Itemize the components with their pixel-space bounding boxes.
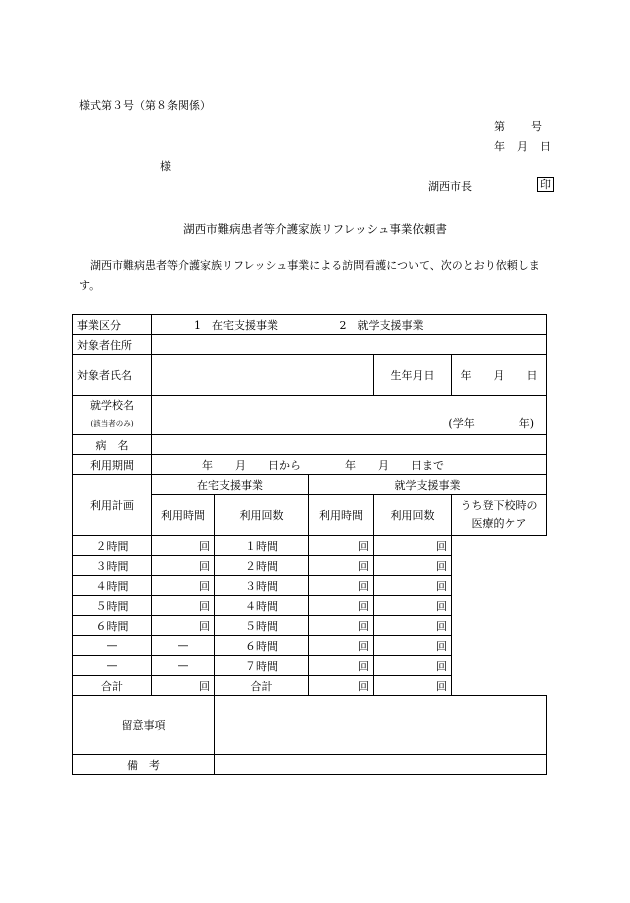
- period-row: [73, 455, 547, 475]
- remarks-label: 備 考: [73, 755, 215, 775]
- school-care-cell[interactable]: 回: [374, 556, 452, 576]
- home-time-cell: ６時間: [73, 616, 152, 636]
- notes-label: 留意事項: [73, 696, 215, 755]
- school-total-count[interactable]: 回: [309, 676, 374, 696]
- school-time-cell: ２時間: [215, 556, 309, 576]
- period-field[interactable]: 年 月 日から 年 月 日まで: [152, 455, 547, 475]
- home-time-cell: ５時間: [73, 596, 152, 616]
- home-count-header: 利用回数: [215, 495, 309, 536]
- disease-field[interactable]: [152, 435, 547, 455]
- plan-label: 利用計画: [73, 475, 152, 536]
- address-label: 対象者住所: [73, 335, 152, 355]
- body-text: 湖西市難病患者等介護家族リフレッシュ事業による訪問看護について、次のとおり依頼します。: [79, 259, 540, 292]
- seal-mark: 印: [537, 177, 554, 192]
- remarks-row: [73, 755, 547, 775]
- home-support-header: 在宅支援事業: [152, 475, 309, 495]
- school-note: (該当者のみ): [90, 419, 134, 428]
- option-school-support[interactable]: 2 就学支援事業: [339, 318, 424, 332]
- business-type-label: 事業区分: [73, 315, 152, 335]
- home-count-cell[interactable]: 回: [152, 536, 215, 556]
- disease-label: 病 名: [73, 435, 152, 455]
- address-field[interactable]: [152, 335, 547, 355]
- name-label: 対象者氏名: [73, 355, 152, 396]
- home-count-cell: —: [152, 636, 215, 656]
- plan-row: [73, 596, 547, 616]
- document-number: [494, 118, 542, 134]
- business-type-options: [152, 315, 547, 335]
- home-count-cell[interactable]: 回: [152, 616, 215, 636]
- school-time-cell: ６時間: [215, 636, 309, 656]
- home-count-cell[interactable]: 回: [152, 596, 215, 616]
- school-time-cell: １時間: [215, 536, 309, 556]
- home-total-count[interactable]: 回: [152, 676, 215, 696]
- plan-row: [73, 536, 547, 556]
- school-time-header: 利用時間: [309, 495, 374, 536]
- request-form-table: [72, 314, 547, 775]
- disease-row: [73, 435, 547, 455]
- addressee-suffix: 様: [160, 160, 171, 173]
- home-time-cell: ２時間: [73, 536, 152, 556]
- school-care-cell[interactable]: 回: [374, 536, 452, 556]
- home-time-cell: —: [73, 636, 152, 656]
- home-time-cell: —: [73, 656, 152, 676]
- doc-number-prefix: 第: [494, 120, 505, 133]
- plan-header-row: [73, 475, 547, 495]
- school-count-cell[interactable]: 回: [309, 656, 374, 676]
- school-total-label: 合計: [215, 676, 309, 696]
- school-label-cell: [73, 396, 152, 435]
- grade-label: (学年 年): [448, 417, 535, 430]
- home-count-cell: —: [152, 656, 215, 676]
- remarks-field[interactable]: [215, 755, 547, 775]
- school-total-care[interactable]: 回: [374, 676, 452, 696]
- mayor-label: 湖西市長: [428, 180, 472, 193]
- school-label: 就学校名: [90, 399, 134, 412]
- plan-row: [73, 656, 547, 676]
- period-label: 利用期間: [73, 455, 152, 475]
- plan-row: [73, 576, 547, 596]
- business-type-row: [73, 315, 547, 335]
- plan-row: [73, 556, 547, 576]
- school-count-cell[interactable]: 回: [309, 556, 374, 576]
- school-field[interactable]: [152, 396, 547, 435]
- doc-number-suffix: 号: [531, 120, 542, 133]
- school-count-cell[interactable]: 回: [309, 596, 374, 616]
- school-care-cell[interactable]: 回: [374, 636, 452, 656]
- birthdate-label: 生年月日: [374, 355, 452, 396]
- date-month: 月: [517, 140, 528, 153]
- school-care-cell[interactable]: 回: [374, 576, 452, 596]
- notes-field[interactable]: [215, 696, 547, 755]
- home-time-header: 利用時間: [152, 495, 215, 536]
- date-line: [494, 138, 563, 154]
- home-time-cell: ４時間: [73, 576, 152, 596]
- school-time-cell: ５時間: [215, 616, 309, 636]
- form-number: 様式第３号（第８条関係）: [79, 99, 211, 112]
- home-count-cell[interactable]: 回: [152, 556, 215, 576]
- school-care-cell[interactable]: 回: [374, 616, 452, 636]
- plan-row: [73, 616, 547, 636]
- birthdate-field[interactable]: 年 月 日: [452, 355, 547, 396]
- home-total-label: 合計: [73, 676, 152, 696]
- school-care-cell[interactable]: 回: [374, 656, 452, 676]
- home-time-cell: ３時間: [73, 556, 152, 576]
- school-count-cell[interactable]: 回: [309, 636, 374, 656]
- notes-row: [73, 696, 547, 755]
- option-home-support[interactable]: 1 在宅支援事業: [194, 318, 278, 332]
- plan-row: [73, 636, 547, 656]
- name-row: [73, 355, 547, 396]
- school-time-cell: ４時間: [215, 596, 309, 616]
- address-row: [73, 335, 547, 355]
- school-time-cell: ７時間: [215, 656, 309, 676]
- date-year: 年: [494, 140, 505, 153]
- school-count-header: 利用回数: [374, 495, 452, 536]
- name-field[interactable]: [152, 355, 374, 396]
- school-count-cell[interactable]: 回: [309, 616, 374, 636]
- school-support-header: 就学支援事業: [309, 475, 547, 495]
- plan-total-row: [73, 676, 547, 696]
- school-care-cell[interactable]: 回: [374, 596, 452, 616]
- school-count-cell[interactable]: 回: [309, 576, 374, 596]
- date-day: 日: [540, 140, 551, 153]
- document-title: 湖西市難病患者等介護家族リフレッシュ事業依頼書: [183, 222, 447, 236]
- school-count-cell[interactable]: 回: [309, 536, 374, 556]
- home-count-cell[interactable]: 回: [152, 576, 215, 596]
- school-care-header: うち登下校時の医療的ケア: [452, 495, 547, 536]
- school-time-cell: ３時間: [215, 576, 309, 596]
- school-row: [73, 396, 547, 435]
